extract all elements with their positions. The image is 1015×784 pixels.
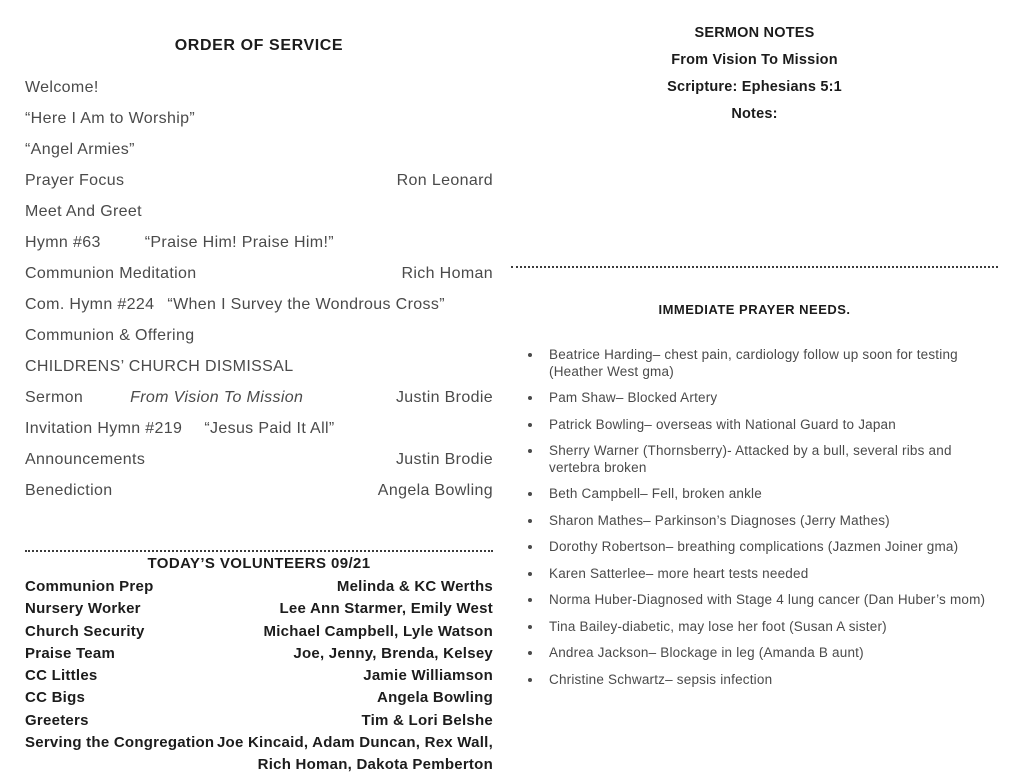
service-item <box>25 103 493 134</box>
volunteer-role: CC Bigs <box>25 689 86 707</box>
service-item <box>25 475 493 506</box>
volunteer-names: Melinda & KC Werths <box>336 578 493 595</box>
sermon-notes-section <box>511 20 998 698</box>
order-of-service-title: ORDER OF SERVICE <box>174 37 344 54</box>
volunteer-names: Tim & Lori Belshe <box>361 711 493 729</box>
service-item-label: Invitation Hymn #219 <box>25 420 183 437</box>
volunteer-row <box>25 710 493 732</box>
left-dotted-divider <box>25 550 493 552</box>
service-item <box>25 72 493 103</box>
volunteer-role: Nursery Worker <box>25 600 141 618</box>
service-item-person: Rich Homan <box>401 265 493 282</box>
volunteers-title: TODAY’S VOLUNTEERS 09/21 <box>147 555 371 572</box>
volunteer-row <box>25 621 493 643</box>
service-item-detail: “Praise Him! Praise Him!” <box>144 234 334 251</box>
service-item-label: “Angel Armies” <box>25 141 135 158</box>
order-of-service-section <box>25 36 493 777</box>
prayer-need-item: • Patrick Bowling– overseas with National Guard to Japan <box>543 417 998 434</box>
service-item-label: Prayer Focus <box>25 172 125 189</box>
volunteer-role: Serving the Congregation <box>25 734 215 752</box>
service-item-label: Meet And Greet <box>25 203 142 220</box>
service-item-detail: “Jesus Paid It All” <box>204 420 335 437</box>
service-item <box>25 351 493 382</box>
prayer-need-item: • Sharon Mathes– Parkinson’s Diagnoses (Jerry Mathes) <box>543 513 998 530</box>
service-item <box>25 444 493 475</box>
service-item-detail: “When I Survey the Wondrous Cross” <box>167 296 445 313</box>
service-item <box>25 320 493 351</box>
service-item-person: Justin Brodie <box>395 451 493 468</box>
service-item-person: Angela Bowling <box>377 482 493 499</box>
prayer-needs-list <box>511 347 998 688</box>
service-item-label: Communion & Offering <box>25 327 195 344</box>
prayer-need-item: • Norma Huber-Diagnosed with Stage 4 lung cancer (Dan Huber’s mom) <box>543 592 998 609</box>
prayer-need-item: • Andrea Jackson– Blockage in leg (Amanda B aunt) <box>543 645 998 662</box>
volunteer-role: Church Security <box>25 622 145 640</box>
volunteer-row <box>25 687 493 709</box>
volunteer-names: Joe, Jenny, Brenda, Kelsey <box>293 644 493 662</box>
prayer-need-item: • Beth Campbell– Fell, broken ankle <box>543 486 998 503</box>
volunteer-names: Jamie Williamson <box>363 667 493 685</box>
service-item <box>25 134 493 165</box>
service-item-person: Justin Brodie <box>395 389 493 406</box>
service-item <box>25 165 493 196</box>
sermon-scripture: Scripture: Ephesians 5:1 <box>667 79 842 95</box>
volunteer-role: Communion Prep <box>25 578 154 595</box>
service-item <box>25 382 493 413</box>
service-item-label: Com. Hymn #224 <box>25 296 155 313</box>
service-item-label: Welcome! <box>25 79 99 96</box>
volunteer-role: Greeters <box>25 711 89 729</box>
service-item-label: Hymn #63 <box>25 234 101 251</box>
volunteer-names: Lee Ann Starmer, Emily West <box>279 600 493 618</box>
volunteer-role: CC Littles <box>25 667 98 685</box>
sermon-notes-label: Notes: <box>731 106 778 122</box>
service-item-sermon-title: From Vision To Mission <box>130 389 304 406</box>
service-item-person: Ron Leonard <box>396 172 493 189</box>
service-item-label: Communion Meditation <box>25 265 197 282</box>
sermon-subtitle: From Vision To Mission <box>671 52 838 68</box>
prayer-need-item: • Pam Shaw– Blocked Artery <box>543 390 998 407</box>
service-item <box>25 196 493 227</box>
prayer-needs-title: IMMEDIATE PRAYER NEEDS. <box>658 302 851 317</box>
service-item-label: Sermon <box>25 389 84 406</box>
prayer-need-item: • Karen Satterlee– more heart tests needed <box>543 566 998 583</box>
prayer-need-item: • Tina Bailey-diabetic, may lose her foot (Susan A sister) <box>543 619 998 636</box>
service-item <box>25 289 493 320</box>
service-item <box>25 258 493 289</box>
volunteer-role: Praise Team <box>25 644 116 662</box>
service-item <box>25 413 493 444</box>
prayer-need-item: • Beatrice Harding– chest pain, cardiology follow up soon for testing (Heather West gma) <box>543 347 998 380</box>
prayer-need-item: • Sherry Warner (Thornsberry)- Attacked by a bull, several ribs and vertebra broken <box>543 443 998 476</box>
volunteer-row <box>25 732 493 777</box>
volunteer-row <box>25 598 493 620</box>
service-item-label: CHILDRENS’ CHURCH DISMISSAL <box>25 358 294 375</box>
order-of-service-list <box>25 72 493 506</box>
service-item <box>25 227 493 258</box>
prayer-need-item: • Dorothy Robertson– breathing complications (Jazmen Joiner gma) <box>543 539 998 556</box>
volunteer-row <box>25 665 493 687</box>
right-dotted-divider <box>511 266 998 268</box>
volunteer-row <box>25 576 493 598</box>
volunteer-names: Michael Campbell, Lyle Watson <box>263 622 493 640</box>
service-item-label: “Here I Am to Worship” <box>25 110 196 127</box>
volunteers-list <box>25 576 493 777</box>
service-item-label: Benediction <box>25 482 113 499</box>
volunteer-row <box>25 643 493 665</box>
volunteer-names: Angela Bowling <box>377 689 493 707</box>
sermon-notes-title: SERMON NOTES <box>694 25 815 41</box>
service-item-label: Announcements <box>25 451 146 468</box>
prayer-need-item: • Christine Schwartz– sepsis infection <box>543 672 998 689</box>
volunteer-names: Joe Kincaid, Adam Duncan, Rex Wall, Rich Homan, Dakota Pemberton <box>216 734 493 774</box>
